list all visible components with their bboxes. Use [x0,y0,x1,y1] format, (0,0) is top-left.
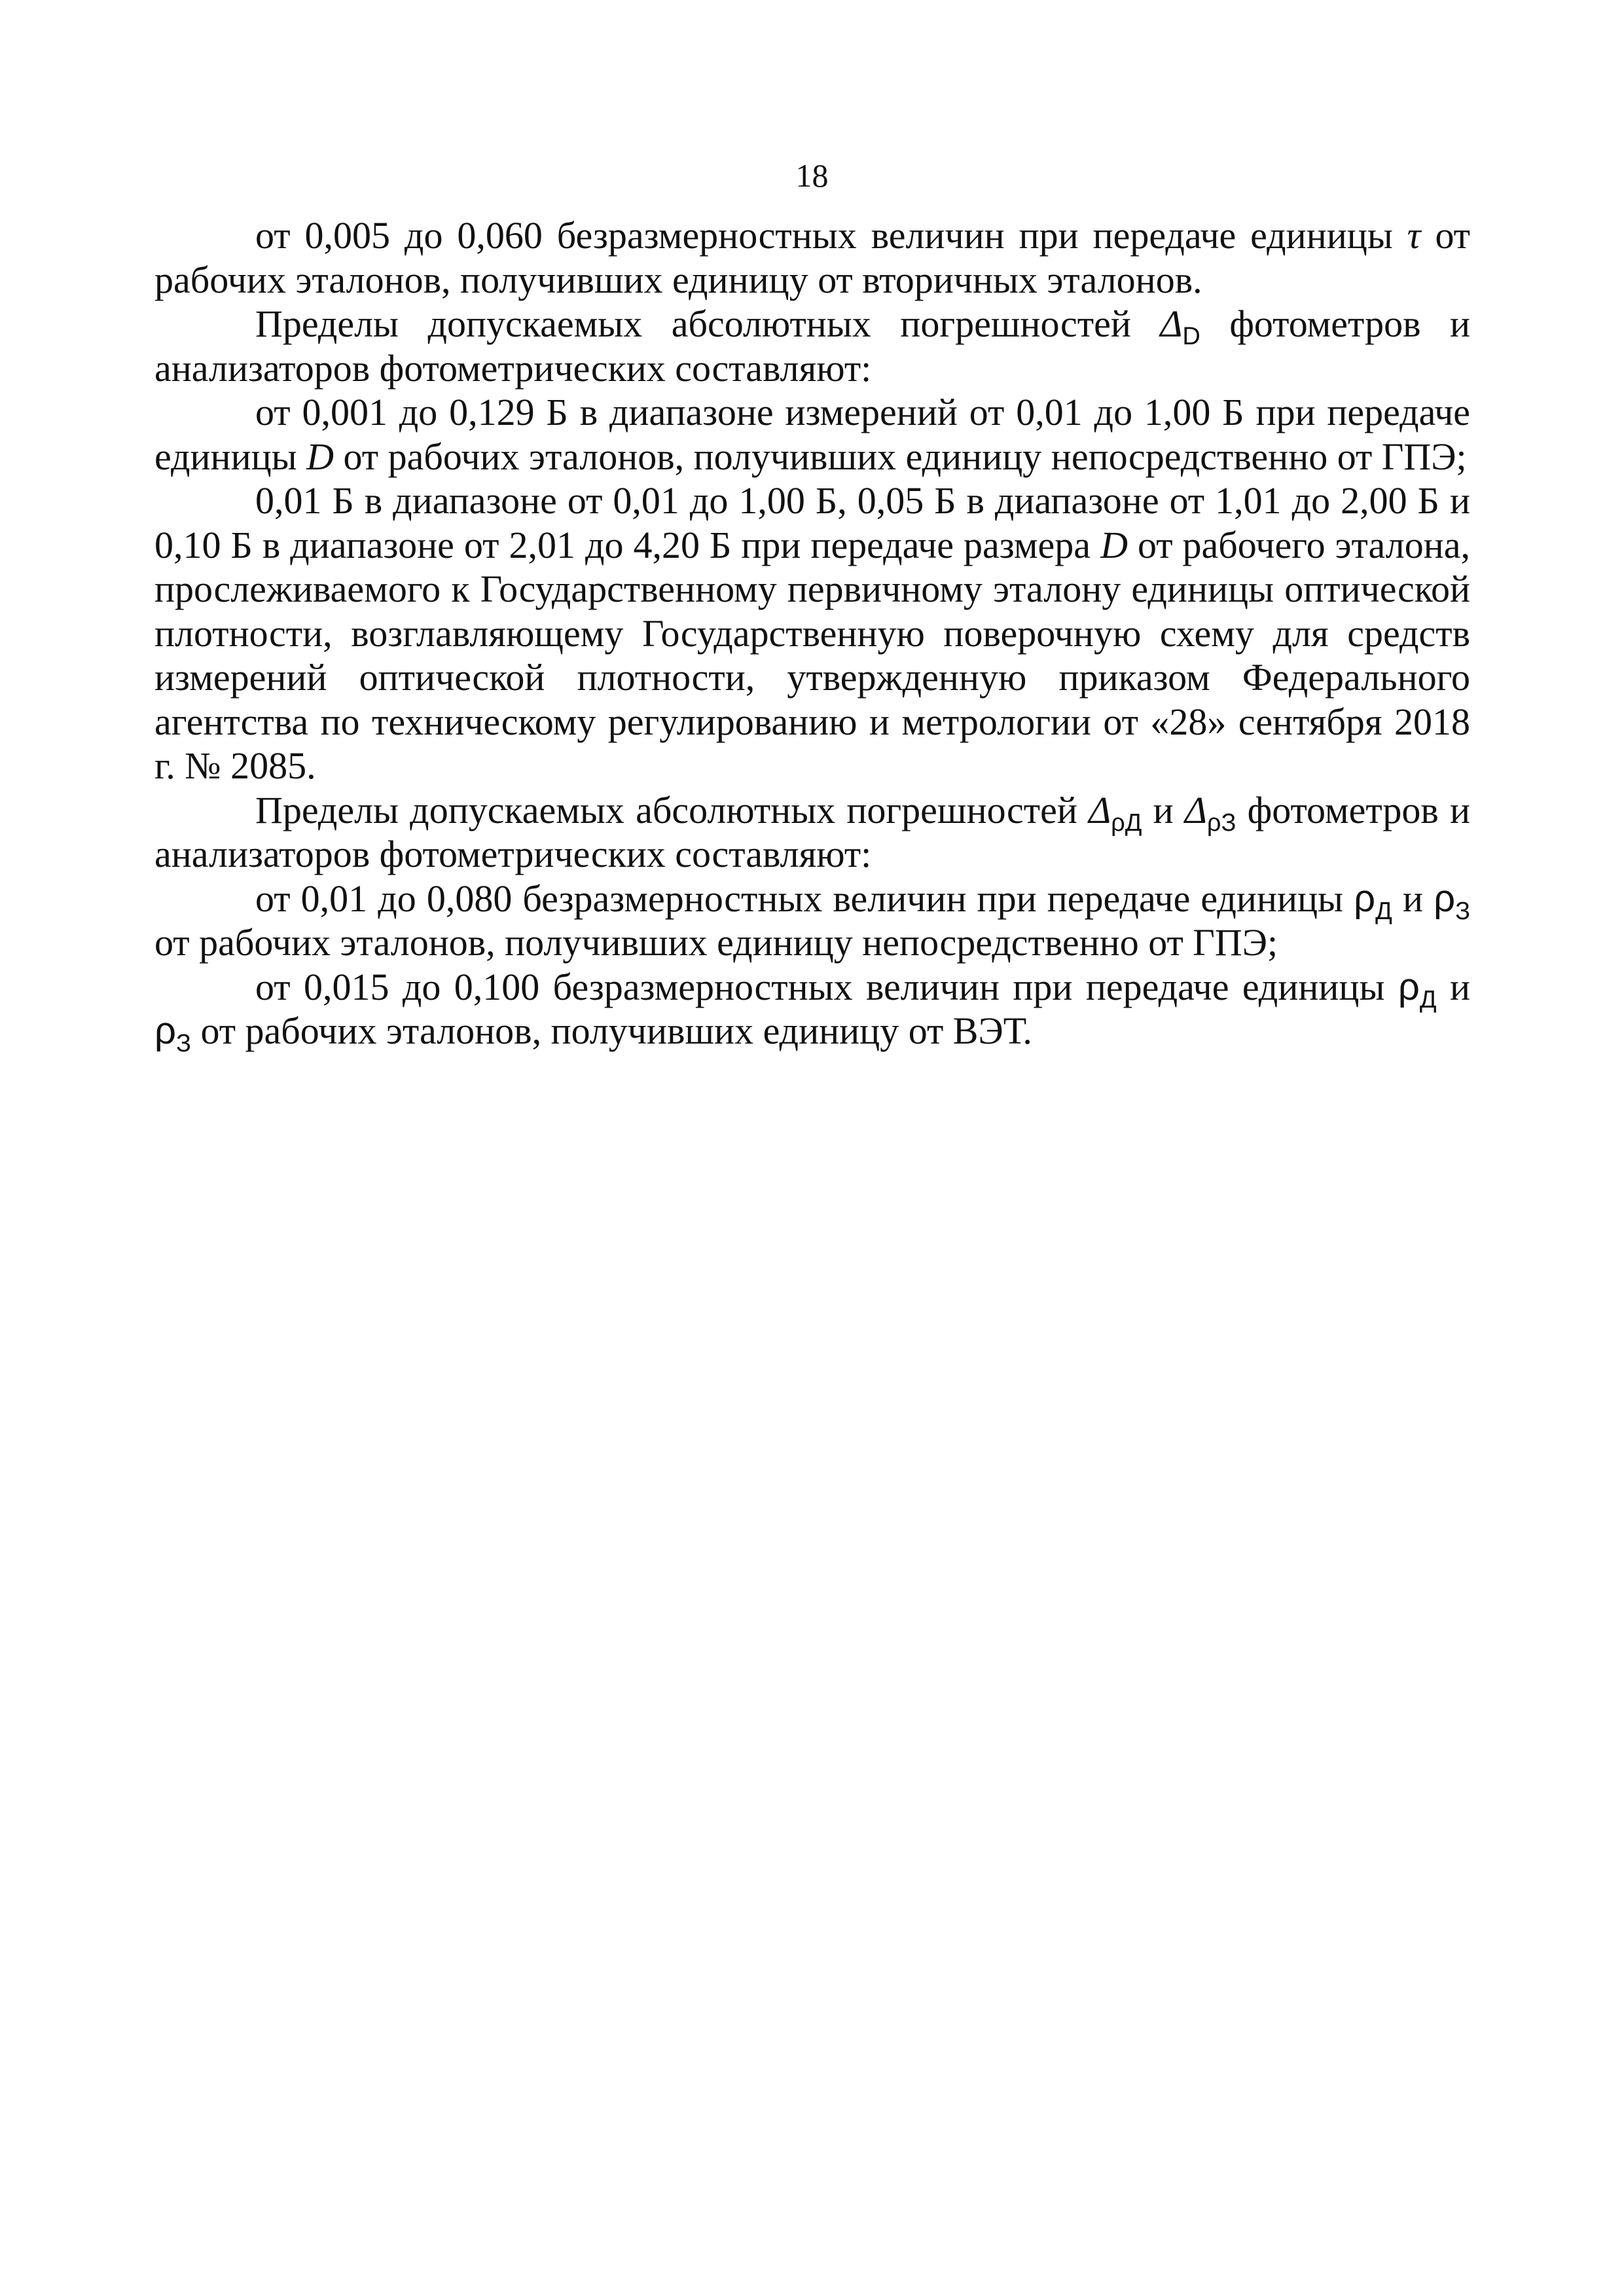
paragraph-text: 0,01 Б в диапазоне от 0,01 до 1,00 Б, 0,05 Б в диапазоне от 1,01 до 2,00 Б и 0,10 Б в диапазоне от 2,01 до 4,20 Б при передаче размера [154,479,1470,566]
rho-subscript: З [1455,897,1471,925]
conjunction: и [1449,965,1471,1008]
paragraph-text: от 0,015 до 0,100 безразмерностных величин при передаче единицы [255,965,1385,1008]
rho-symbol: ρ [1434,877,1456,920]
paragraph-tail: фотометров и анализаторов фотометрических составляют: [154,302,1470,390]
document-body [154,213,1471,1057]
delta-symbol: Δ [1184,788,1207,831]
d-symbol: D [306,435,334,478]
d-symbol: D [1100,523,1128,566]
delta-symbol: Δ [1089,788,1111,831]
paragraph-rho-gpe [154,877,1470,965]
paragraph-text: Пределы допускаемых абсолютных погрешностей [255,788,1077,831]
conjunction: и [1153,788,1174,831]
paragraph-rho-vet [154,965,1471,1057]
paragraph-tail: от рабочего эталона, прослеживаемого к Государственному первичному эталону единицы оптической плотности, возглавляющему Государственную поверочную схему для средств измерений оптической плотности, утвержденную приказом Федерального агентства по техническому регулированию и метрологии от «28» сентября 2018 г. № 2085. [154,523,1471,787]
rho-subscript: Д [1419,985,1437,1013]
conjunction: и [1402,877,1423,920]
paragraph-tail: от рабочих эталонов, получивших единицу от ВЭТ. [200,1010,1032,1052]
delta-symbol: Δ [1160,302,1183,345]
delta-subscript: ρД [1111,809,1142,837]
paragraph-text: Пределы допускаемых абсолютных погрешностей [255,302,1131,345]
rho-symbol: ρ [154,1010,176,1052]
rho-subscript: Д [1375,897,1392,925]
page-number: 18 [795,157,829,194]
paragraph-delta-rho-intro [154,788,1470,877]
rho-symbol: ρ [1354,877,1376,920]
delta-subscript: D [1182,323,1200,350]
rho-subscript: З [176,1030,191,1057]
paragraph-tail: от рабочих эталонов, получивших единицу от вторичных эталонов. [154,214,1471,301]
rho-symbol: ρ [1398,965,1420,1008]
paragraph-d-range-working-standard [154,479,1470,788]
paragraph-tail: от рабочих эталонов, получивших единицу непосредственно от ГПЭ; [343,435,1467,478]
tau-symbol: τ [1407,214,1421,257]
paragraph-tail: от рабочих эталонов, получивших единицу непосредственно от ГПЭ; [154,921,1278,964]
paragraph-tau-limits [154,213,1470,302]
paragraph-delta-d-intro [154,302,1470,390]
delta-subscript: ρЗ [1206,809,1236,837]
paragraph-text: от 0,005 до 0,060 безразмерностных величин при передаче единицы [255,214,1393,257]
paragraph-d-range-gpe [154,390,1470,479]
paragraph-text: от 0,001 до 0,129 Б в диапазоне измерений от 0,01 до 1,00 Б при передаче единицы [154,391,1470,478]
paragraph-text: от 0,01 до 0,080 безразмерностных величин при передаче единицы [255,877,1344,920]
paragraph-tail: фотометров и анализаторов фотометрических составляют: [154,788,1470,875]
